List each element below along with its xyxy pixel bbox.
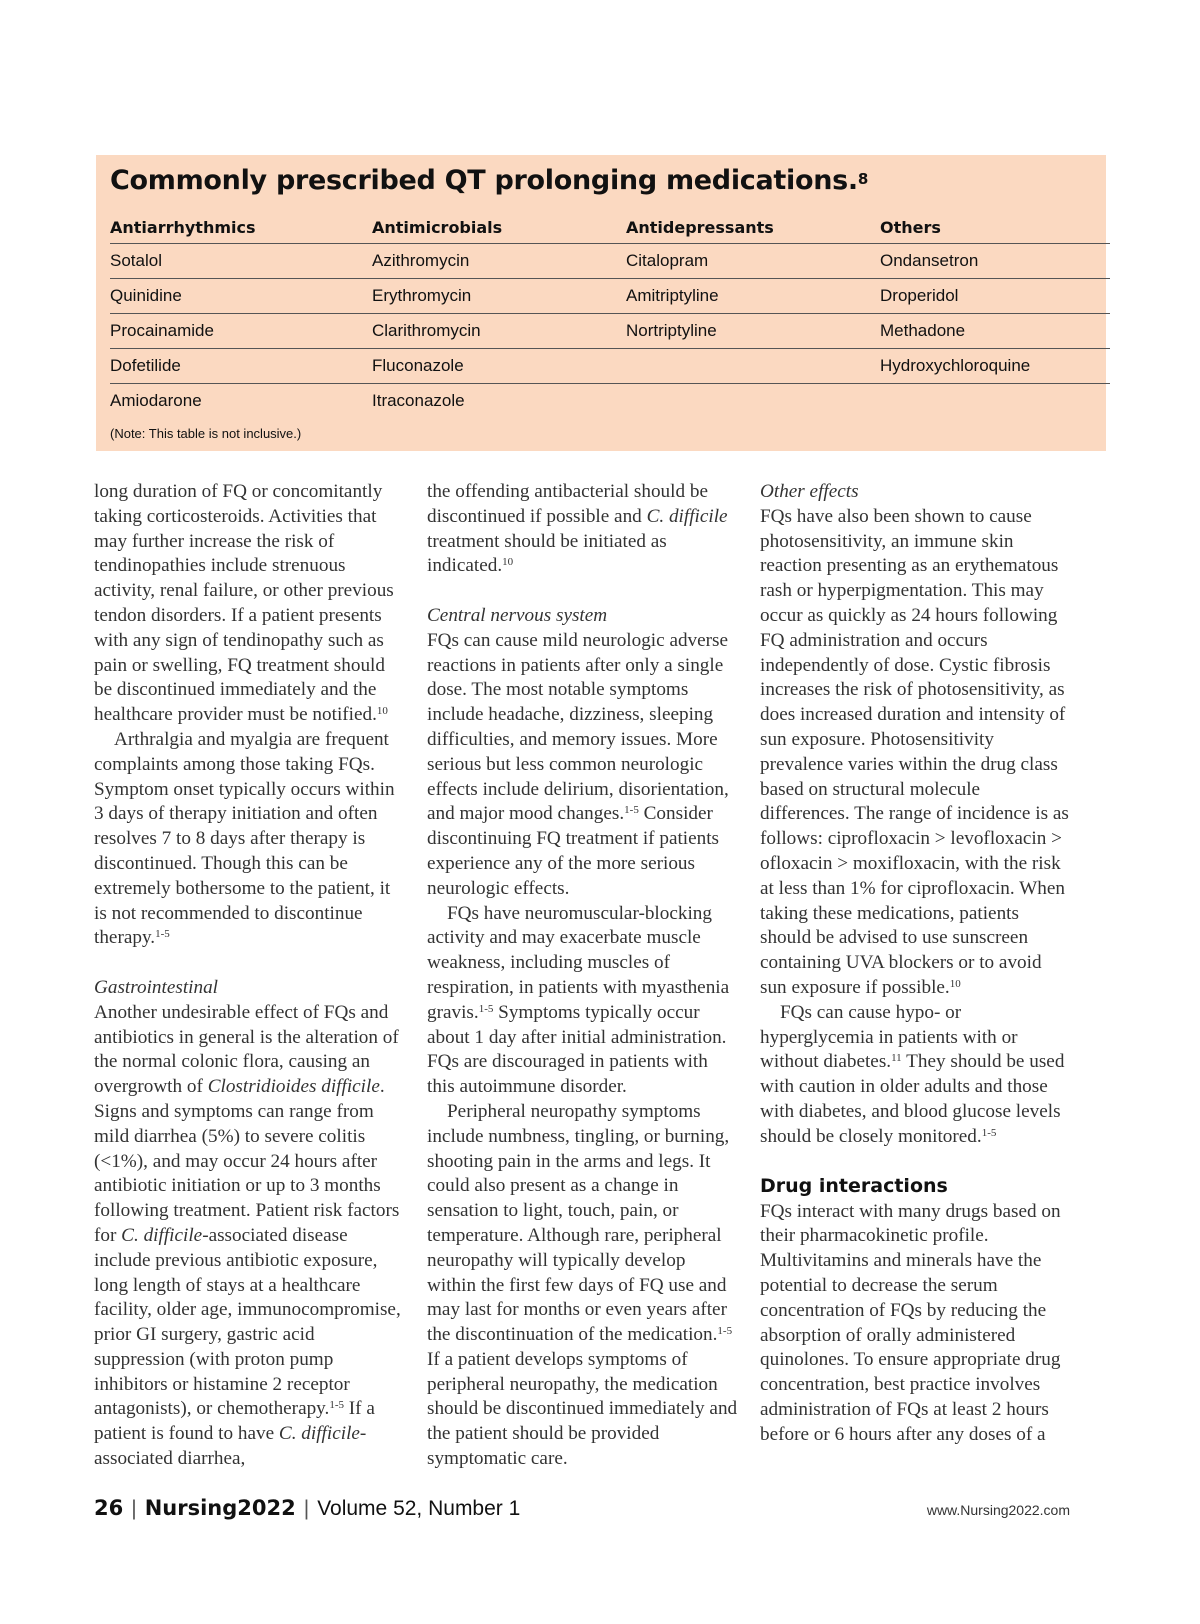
- paragraph: FQs can cause mild neurologic adverse reactions in patients after only a single dose. The most notable symptoms include headache, dizziness, sleeping difficulties, and memory issues. More serious but less common neurologic effects include delirium, disorientation, and major mood changes.$^{1-5}$ Consider discontinuing FQ treatment if patients experience any of the more serious neurologic effects.: [427, 629, 729, 899]
- journal-name: Nursing2022: [144, 1496, 296, 1520]
- qt-medications-table-box: [96, 155, 1106, 451]
- footer-left: 26 | Nursing2022 | Volume 52, Number 1: [94, 1496, 521, 1520]
- header-antiarrhythmics: Antiarrhythmics: [110, 211, 372, 244]
- page-footer: [94, 1496, 1070, 1526]
- subheading-gastrointestinal: Gastrointestinal: [94, 976, 219, 998]
- text-column-2: [427, 480, 739, 1472]
- header-others: Others: [880, 211, 1110, 244]
- table-cell: Quinidine: [110, 279, 372, 314]
- table-cell: Citalopram: [626, 244, 880, 279]
- table-cell: Erythromycin: [372, 279, 626, 314]
- table-row: [110, 384, 1110, 419]
- table-row: [110, 314, 1110, 349]
- text-column-1: [94, 480, 406, 1472]
- table-cell: Fluconazole: [372, 349, 626, 384]
- paragraph: Peripheral neuropathy symptoms include numbness, tingling, or burning, shooting pain in the arms and legs. It could also present as a change in sensation to light, touch, pain, or temperature. Although rare, peripheral neuropathy will typically develop within the first few days of FQ use and may last for months or even years after the discontinuation of the medication.$^{1-5}$ If a patient develops symptoms of peripheral neuropathy, the medication should be discontinued immediately and the patient should be provided symptomatic care.: [427, 1100, 738, 1470]
- table-row: [110, 349, 1110, 384]
- section-heading-drug-interactions: Drug interactions: [760, 1174, 948, 1197]
- paragraph: FQs have neuromuscular-blocking activity and may exacerbate muscle weakness, including muscles of respiration, in patients with myasthenia gravis.$^{1-5}$ Symptoms typically occur about 1 day after initial administration. FQs are discouraged in patients with this autoimmune disorder.: [427, 902, 730, 1098]
- table-cell: Azithromycin: [372, 244, 626, 279]
- table-cell: [626, 349, 880, 384]
- text-column-3: [760, 480, 1072, 1447]
- table-cell: Ondansetron: [880, 244, 1110, 279]
- table-cell: Methadone: [880, 314, 1110, 349]
- table-cell: Procainamide: [110, 314, 372, 349]
- table-title-ref: 8: [857, 170, 868, 188]
- table-cell: Clarithromycin: [372, 314, 626, 349]
- table-note: (Note: This table is not inclusive.): [110, 426, 302, 441]
- table-cell: Nortriptyline: [626, 314, 880, 349]
- paragraph: FQs can cause hypo- or hyperglycemia in patients with or without diabetes.$^{11}$ They should be used with caution in older adults and those with diabetes, and blood glucose levels should be closely monitored.$^{1-5}$: [760, 1001, 1065, 1147]
- subheading-other-effects: Other effects: [760, 481, 859, 502]
- table-cell: Hydroxychloroquine: [880, 349, 1110, 384]
- header-antimicrobials: Antimicrobials: [372, 211, 626, 244]
- paragraph: FQs interact with many drugs based on their pharmacokinetic profile. Multivitamins and minerals have the potential to decrease the serum concentration of FQs by reducing the absorption of orally administered quinolones. To ensure appropriate drug concentration, best practice involves administration of FQs at least 2 hours before or 6 hours after any doses of a: [760, 1200, 1061, 1445]
- table-cell: [626, 384, 880, 419]
- table-row: [110, 244, 1110, 279]
- page-number: 26: [94, 1496, 124, 1520]
- paragraph: Arthralgia and myalgia are frequent complaints among those taking FQs. Symptom onset typically occurs within 3 days of therapy initiation and often resolves 7 to 8 days after therapy is discontinued. Though this can be extremely bothersome to the patient, it is not recommended to discontinue therapy.$^{1-5}$: [94, 728, 395, 949]
- table-cell: Itraconazole: [372, 391, 465, 410]
- journal-url[interactable]: www.Nursing2022.com: [926, 1502, 1070, 1518]
- paragraph: Another undesirable effect of FQs and antibiotics in general is the alteration of the normal colonic flora, causing an overgrowth of Clostridioides difficile. Signs and symptoms can range from mild diarrhea (5%) to severe colitis (<1%), and may occur 24 hours after antibiotic initiation or up to 3 months following treatment. Patient risk factors for C. difficile-associated disease include previous antibiotic exposure, long length of stays at a healthcare facility, older age, immunocompromise, prior GI surgery, gastric acid suppression (with proton pump inhibitors or histamine 2 receptor antagonists), or chemotherapy.$^{1-5}$ If a patient is found to have C. difficile-associated diarrhea,: [94, 1001, 401, 1470]
- header-antidepressants: Antidepressants: [626, 211, 880, 244]
- table-title: Commonly prescribed QT prolonging medications.$^8$: [110, 165, 868, 196]
- subheading-central-nervous-system: Central nervous system: [427, 604, 608, 626]
- volume-info: Volume 52, Number 1: [317, 1497, 521, 1520]
- table-cell: [880, 384, 1110, 419]
- table-cell: Amitriptyline: [626, 279, 880, 314]
- paragraph: FQs have also been shown to cause photosensitivity, an immune skin reaction presenting as an erythematous rash or hyperpigmentation. This may occur as quickly as 24 hours following FQ administration and occurs independently of dose. Cystic fibrosis increases the risk of photosensitivity, as does increased duration and intensity of sun exposure. Photosensitivity prevalence varies within the drug class based on structural molecule differences. The range of incidence is as follows: ciprofloxacin > levofloxacin > ofloxacin > moxifloxacin, with the risk at less than 1% for ciprofloxacin. When taking these medications, patients should be advised to use sunscreen containing UVA blockers or to avoid sun exposure if possible.$^{10}$: [760, 505, 1069, 998]
- table-cell: Droperidol: [880, 279, 1110, 314]
- table-cell: Dofetilide: [110, 349, 372, 384]
- table-row: [110, 279, 1110, 314]
- paragraph: the offending antibacterial should be discontinued if possible and C. difficile treatment should be initiated as indicated.$^{10}$: [427, 481, 728, 577]
- table-cell: Sotalol: [110, 244, 372, 279]
- table-cell: Amiodarone: [110, 391, 202, 410]
- paragraph: long duration of FQ or concomitantly taking corticosteroids. Activities that may further increase the risk of tendinopathies include strenuous activity, renal failure, or other previous tendon disorders. If a patient presents with any sign of tendinopathy such as pain or swelling, FQ treatment should be discontinued immediately and the healthcare provider must be notified.$^{10}$: [94, 481, 394, 726]
- qt-medications-table: [110, 211, 1110, 418]
